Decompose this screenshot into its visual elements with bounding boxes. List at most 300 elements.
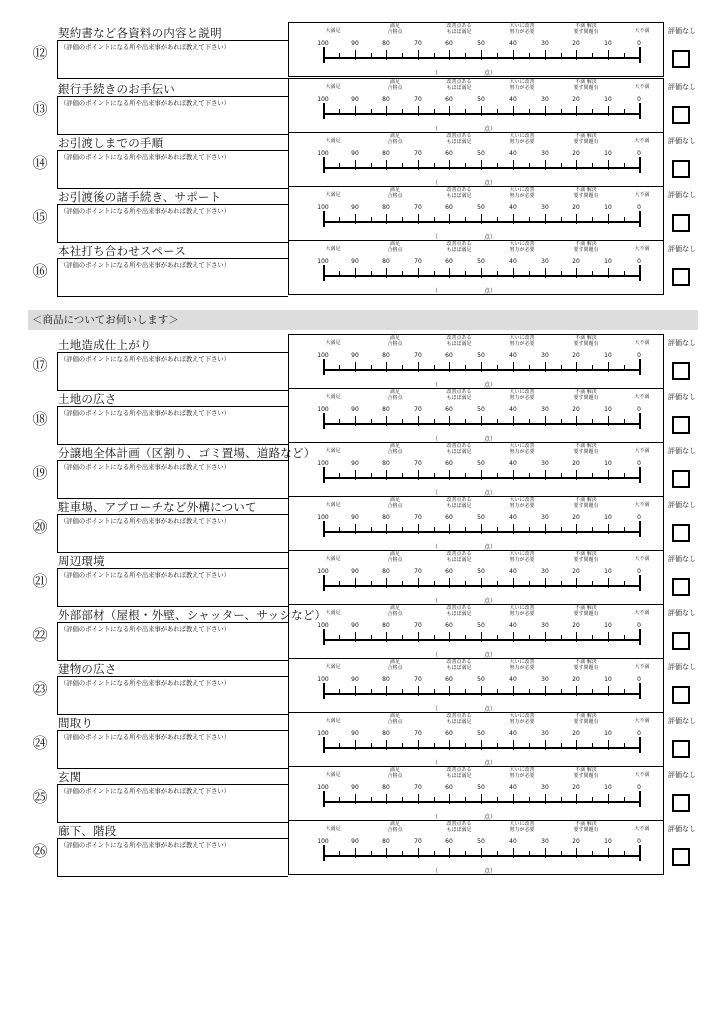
tick-mark[interactable] [639, 521, 641, 537]
tick-mark-minor[interactable] [371, 419, 372, 425]
tick-mark-minor[interactable] [465, 689, 466, 695]
tick-mark[interactable] [639, 683, 641, 699]
tick-mark-minor[interactable] [624, 419, 625, 425]
tick-mark-minor[interactable] [402, 271, 403, 277]
tick-mark[interactable] [418, 848, 419, 858]
tick-mark[interactable] [513, 740, 514, 750]
tick-mark-minor[interactable] [339, 851, 340, 857]
tick-mark[interactable] [576, 362, 577, 372]
tick-mark[interactable] [481, 362, 482, 372]
tick-mark[interactable] [545, 794, 546, 804]
tick-mark[interactable] [576, 416, 577, 426]
tick-mark-minor[interactable] [465, 743, 466, 749]
tick-mark-minor[interactable] [529, 163, 530, 169]
tick-mark[interactable] [608, 470, 609, 480]
tick-mark-minor[interactable] [624, 217, 625, 223]
tick-mark-minor[interactable] [561, 527, 562, 533]
tick-mark-minor[interactable] [434, 581, 435, 587]
tick-mark-minor[interactable] [497, 851, 498, 857]
tick-mark[interactable] [418, 214, 419, 224]
tick-mark-minor[interactable] [624, 797, 625, 803]
tick-mark-minor[interactable] [371, 163, 372, 169]
tick-mark-minor[interactable] [592, 851, 593, 857]
tick-mark-minor[interactable] [497, 797, 498, 803]
tick-mark-minor[interactable] [561, 109, 562, 115]
tick-mark[interactable] [608, 214, 609, 224]
tick-mark[interactable] [513, 268, 514, 278]
tick-mark[interactable] [639, 845, 641, 861]
tick-mark[interactable] [418, 686, 419, 696]
tick-mark-minor[interactable] [339, 635, 340, 641]
tick-mark-minor[interactable] [561, 271, 562, 277]
tick-mark-minor[interactable] [465, 635, 466, 641]
tick-mark[interactable] [481, 470, 482, 480]
tick-mark-minor[interactable] [529, 473, 530, 479]
tick-mark-minor[interactable] [624, 473, 625, 479]
tick-mark-minor[interactable] [497, 473, 498, 479]
score-field[interactable] [432, 866, 497, 875]
tick-mark[interactable] [386, 106, 387, 116]
tick-mark[interactable] [449, 794, 450, 804]
tick-mark-minor[interactable] [529, 689, 530, 695]
tick-mark[interactable] [418, 106, 419, 116]
tick-mark[interactable] [323, 211, 325, 227]
tick-mark[interactable] [418, 416, 419, 426]
tick-mark-minor[interactable] [561, 743, 562, 749]
tick-mark-minor[interactable] [371, 109, 372, 115]
tick-mark-minor[interactable] [371, 635, 372, 641]
tick-mark[interactable] [576, 268, 577, 278]
tick-mark-minor[interactable] [371, 743, 372, 749]
tick-mark[interactable] [513, 848, 514, 858]
tick-mark-minor[interactable] [497, 635, 498, 641]
tick-mark[interactable] [355, 268, 356, 278]
tick-mark-minor[interactable] [592, 797, 593, 803]
tick-mark[interactable] [418, 524, 419, 534]
tick-mark[interactable] [449, 416, 450, 426]
tick-mark[interactable] [355, 632, 356, 642]
tick-mark[interactable] [513, 106, 514, 116]
tick-mark[interactable] [386, 524, 387, 534]
tick-mark[interactable] [449, 214, 450, 224]
tick-mark[interactable] [481, 416, 482, 426]
tick-mark-minor[interactable] [624, 365, 625, 371]
tick-mark-minor[interactable] [592, 473, 593, 479]
eval-none-checkbox[interactable] [672, 214, 690, 232]
tick-mark[interactable] [386, 160, 387, 170]
tick-mark[interactable] [576, 106, 577, 116]
tick-mark[interactable] [545, 50, 546, 60]
tick-mark-minor[interactable] [561, 419, 562, 425]
tick-mark[interactable] [545, 632, 546, 642]
tick-mark[interactable] [481, 160, 482, 170]
eval-none-checkbox[interactable] [672, 160, 690, 178]
tick-mark-minor[interactable] [497, 109, 498, 115]
tick-mark-minor[interactable] [339, 53, 340, 59]
tick-mark-minor[interactable] [561, 473, 562, 479]
tick-mark-minor[interactable] [592, 581, 593, 587]
tick-mark-minor[interactable] [339, 109, 340, 115]
tick-mark-minor[interactable] [529, 635, 530, 641]
tick-mark[interactable] [481, 632, 482, 642]
tick-mark[interactable] [418, 740, 419, 750]
tick-mark[interactable] [355, 362, 356, 372]
tick-mark[interactable] [576, 740, 577, 750]
tick-mark-minor[interactable] [339, 527, 340, 533]
tick-mark-minor[interactable] [434, 743, 435, 749]
tick-mark[interactable] [576, 50, 577, 60]
tick-mark[interactable] [449, 50, 450, 60]
tick-mark[interactable] [639, 157, 641, 173]
tick-mark[interactable] [608, 524, 609, 534]
tick-mark[interactable] [449, 740, 450, 750]
tick-mark-minor[interactable] [592, 689, 593, 695]
tick-mark[interactable] [481, 50, 482, 60]
tick-mark[interactable] [386, 794, 387, 804]
tick-mark[interactable] [323, 413, 325, 429]
tick-mark-minor[interactable] [592, 163, 593, 169]
tick-mark[interactable] [608, 632, 609, 642]
tick-mark-minor[interactable] [371, 53, 372, 59]
tick-mark-minor[interactable] [434, 217, 435, 223]
tick-mark[interactable] [449, 362, 450, 372]
tick-mark-minor[interactable] [371, 851, 372, 857]
tick-mark-minor[interactable] [371, 365, 372, 371]
tick-mark-minor[interactable] [339, 365, 340, 371]
tick-mark-minor[interactable] [465, 217, 466, 223]
tick-mark[interactable] [481, 524, 482, 534]
tick-mark-minor[interactable] [497, 419, 498, 425]
tick-mark[interactable] [418, 160, 419, 170]
score-field[interactable] [432, 286, 497, 295]
eval-none-checkbox[interactable] [672, 794, 690, 812]
tick-mark[interactable] [355, 740, 356, 750]
tick-mark-minor[interactable] [434, 635, 435, 641]
tick-mark-minor[interactable] [402, 473, 403, 479]
tick-mark[interactable] [386, 362, 387, 372]
tick-mark[interactable] [449, 160, 450, 170]
tick-mark-minor[interactable] [561, 635, 562, 641]
tick-mark[interactable] [481, 740, 482, 750]
tick-mark-minor[interactable] [402, 365, 403, 371]
tick-mark[interactable] [576, 848, 577, 858]
tick-mark[interactable] [355, 50, 356, 60]
tick-mark-minor[interactable] [561, 689, 562, 695]
tick-mark[interactable] [545, 740, 546, 750]
tick-mark[interactable] [545, 470, 546, 480]
tick-mark[interactable] [418, 50, 419, 60]
tick-mark-minor[interactable] [497, 271, 498, 277]
tick-mark[interactable] [545, 106, 546, 116]
tick-mark[interactable] [355, 578, 356, 588]
tick-mark[interactable] [481, 268, 482, 278]
tick-mark[interactable] [386, 686, 387, 696]
tick-mark[interactable] [386, 578, 387, 588]
tick-mark-minor[interactable] [561, 217, 562, 223]
tick-mark[interactable] [418, 632, 419, 642]
tick-mark[interactable] [449, 632, 450, 642]
tick-mark[interactable] [449, 524, 450, 534]
tick-mark-minor[interactable] [624, 109, 625, 115]
tick-mark-minor[interactable] [529, 797, 530, 803]
tick-mark-minor[interactable] [402, 581, 403, 587]
tick-mark-minor[interactable] [339, 473, 340, 479]
eval-none-checkbox[interactable] [672, 686, 690, 704]
tick-mark[interactable] [386, 632, 387, 642]
tick-mark[interactable] [481, 794, 482, 804]
tick-mark-minor[interactable] [624, 581, 625, 587]
tick-mark-minor[interactable] [402, 851, 403, 857]
tick-mark-minor[interactable] [592, 527, 593, 533]
tick-mark-minor[interactable] [465, 53, 466, 59]
tick-mark-minor[interactable] [371, 797, 372, 803]
tick-mark[interactable] [386, 416, 387, 426]
tick-mark[interactable] [449, 268, 450, 278]
tick-mark-minor[interactable] [465, 271, 466, 277]
tick-mark-minor[interactable] [592, 743, 593, 749]
tick-mark[interactable] [355, 214, 356, 224]
tick-mark[interactable] [323, 47, 325, 63]
tick-mark[interactable] [323, 629, 325, 645]
tick-mark[interactable] [386, 848, 387, 858]
tick-mark[interactable] [639, 629, 641, 645]
tick-mark-minor[interactable] [434, 419, 435, 425]
tick-mark[interactable] [545, 416, 546, 426]
tick-mark[interactable] [481, 214, 482, 224]
tick-mark[interactable] [513, 50, 514, 60]
tick-mark[interactable] [513, 686, 514, 696]
tick-mark[interactable] [545, 686, 546, 696]
tick-mark[interactable] [323, 103, 325, 119]
tick-mark-minor[interactable] [465, 581, 466, 587]
tick-mark[interactable] [513, 416, 514, 426]
tick-mark-minor[interactable] [339, 271, 340, 277]
tick-mark-minor[interactable] [529, 743, 530, 749]
tick-mark[interactable] [355, 416, 356, 426]
tick-mark[interactable] [418, 470, 419, 480]
tick-mark-minor[interactable] [592, 217, 593, 223]
tick-mark[interactable] [418, 578, 419, 588]
tick-mark[interactable] [513, 578, 514, 588]
tick-mark-minor[interactable] [434, 851, 435, 857]
eval-none-checkbox[interactable] [672, 268, 690, 286]
tick-mark[interactable] [639, 467, 641, 483]
tick-mark[interactable] [449, 106, 450, 116]
tick-mark-minor[interactable] [529, 527, 530, 533]
eval-none-checkbox[interactable] [672, 50, 690, 68]
tick-mark[interactable] [608, 794, 609, 804]
tick-mark[interactable] [355, 848, 356, 858]
tick-mark-minor[interactable] [529, 365, 530, 371]
tick-mark-minor[interactable] [592, 419, 593, 425]
tick-mark[interactable] [576, 470, 577, 480]
tick-mark[interactable] [576, 578, 577, 588]
tick-mark[interactable] [449, 848, 450, 858]
tick-mark-minor[interactable] [529, 581, 530, 587]
tick-mark[interactable] [323, 157, 325, 173]
tick-mark-minor[interactable] [561, 163, 562, 169]
tick-mark-minor[interactable] [402, 217, 403, 223]
tick-mark[interactable] [639, 575, 641, 591]
tick-mark[interactable] [386, 740, 387, 750]
tick-mark-minor[interactable] [434, 689, 435, 695]
tick-mark-minor[interactable] [497, 217, 498, 223]
tick-mark-minor[interactable] [592, 365, 593, 371]
tick-mark[interactable] [386, 470, 387, 480]
tick-mark-minor[interactable] [529, 217, 530, 223]
tick-mark-minor[interactable] [402, 743, 403, 749]
tick-mark[interactable] [481, 686, 482, 696]
tick-mark-minor[interactable] [465, 163, 466, 169]
score-field[interactable] [432, 68, 497, 77]
tick-mark[interactable] [639, 47, 641, 63]
tick-mark[interactable] [323, 467, 325, 483]
tick-mark-minor[interactable] [371, 689, 372, 695]
tick-mark-minor[interactable] [497, 163, 498, 169]
tick-mark[interactable] [639, 737, 641, 753]
tick-mark[interactable] [545, 268, 546, 278]
tick-mark-minor[interactable] [465, 473, 466, 479]
tick-mark[interactable] [513, 160, 514, 170]
tick-mark[interactable] [323, 265, 325, 281]
tick-mark[interactable] [386, 50, 387, 60]
eval-none-checkbox[interactable] [672, 470, 690, 488]
tick-mark-minor[interactable] [434, 163, 435, 169]
tick-mark-minor[interactable] [402, 419, 403, 425]
tick-mark[interactable] [576, 686, 577, 696]
tick-mark[interactable] [323, 845, 325, 861]
tick-mark[interactable] [513, 632, 514, 642]
tick-mark-minor[interactable] [402, 53, 403, 59]
tick-mark[interactable] [323, 791, 325, 807]
tick-mark[interactable] [608, 106, 609, 116]
tick-mark-minor[interactable] [339, 419, 340, 425]
eval-none-checkbox[interactable] [672, 578, 690, 596]
tick-mark[interactable] [545, 578, 546, 588]
tick-mark[interactable] [386, 214, 387, 224]
tick-mark[interactable] [355, 470, 356, 480]
tick-mark[interactable] [608, 578, 609, 588]
tick-mark-minor[interactable] [339, 743, 340, 749]
tick-mark[interactable] [639, 413, 641, 429]
tick-mark[interactable] [355, 160, 356, 170]
tick-mark-minor[interactable] [529, 271, 530, 277]
tick-mark-minor[interactable] [497, 53, 498, 59]
tick-mark[interactable] [323, 521, 325, 537]
tick-mark[interactable] [576, 632, 577, 642]
tick-mark[interactable] [545, 848, 546, 858]
tick-mark[interactable] [639, 359, 641, 375]
tick-mark[interactable] [481, 848, 482, 858]
tick-mark-minor[interactable] [339, 797, 340, 803]
eval-none-checkbox[interactable] [672, 416, 690, 434]
tick-mark[interactable] [608, 50, 609, 60]
tick-mark[interactable] [545, 524, 546, 534]
tick-mark-minor[interactable] [624, 851, 625, 857]
tick-mark-minor[interactable] [624, 271, 625, 277]
tick-mark-minor[interactable] [497, 527, 498, 533]
tick-mark-minor[interactable] [561, 851, 562, 857]
tick-mark[interactable] [513, 362, 514, 372]
tick-mark[interactable] [449, 578, 450, 588]
tick-mark-minor[interactable] [561, 365, 562, 371]
tick-mark-minor[interactable] [465, 419, 466, 425]
eval-none-checkbox[interactable] [672, 740, 690, 758]
tick-mark-minor[interactable] [371, 581, 372, 587]
tick-mark-minor[interactable] [529, 419, 530, 425]
tick-mark[interactable] [323, 359, 325, 375]
tick-mark-minor[interactable] [339, 217, 340, 223]
eval-none-checkbox[interactable] [672, 106, 690, 124]
eval-none-checkbox[interactable] [672, 362, 690, 380]
tick-mark[interactable] [418, 362, 419, 372]
tick-mark-minor[interactable] [434, 527, 435, 533]
tick-mark-minor[interactable] [434, 53, 435, 59]
tick-mark-minor[interactable] [339, 163, 340, 169]
tick-mark-minor[interactable] [465, 527, 466, 533]
tick-mark-minor[interactable] [624, 163, 625, 169]
tick-mark-minor[interactable] [434, 109, 435, 115]
tick-mark-minor[interactable] [561, 797, 562, 803]
tick-mark[interactable] [639, 265, 641, 281]
tick-mark[interactable] [449, 686, 450, 696]
tick-mark-minor[interactable] [497, 743, 498, 749]
tick-mark[interactable] [608, 848, 609, 858]
tick-mark[interactable] [355, 524, 356, 534]
tick-mark[interactable] [608, 686, 609, 696]
tick-mark[interactable] [323, 737, 325, 753]
tick-mark-minor[interactable] [624, 689, 625, 695]
tick-mark[interactable] [513, 524, 514, 534]
tick-mark-minor[interactable] [497, 581, 498, 587]
tick-mark-minor[interactable] [371, 271, 372, 277]
tick-mark-minor[interactable] [402, 527, 403, 533]
eval-none-checkbox[interactable] [672, 524, 690, 542]
tick-mark[interactable] [545, 214, 546, 224]
tick-mark[interactable] [576, 524, 577, 534]
tick-mark-minor[interactable] [592, 635, 593, 641]
tick-mark[interactable] [545, 160, 546, 170]
tick-mark-minor[interactable] [465, 365, 466, 371]
tick-mark[interactable] [608, 416, 609, 426]
tick-mark[interactable] [513, 470, 514, 480]
tick-mark-minor[interactable] [434, 271, 435, 277]
tick-mark-minor[interactable] [624, 743, 625, 749]
tick-mark-minor[interactable] [465, 797, 466, 803]
tick-mark-minor[interactable] [529, 851, 530, 857]
tick-mark[interactable] [323, 683, 325, 699]
tick-mark-minor[interactable] [561, 581, 562, 587]
tick-mark[interactable] [513, 794, 514, 804]
tick-mark-minor[interactable] [434, 365, 435, 371]
tick-mark-minor[interactable] [371, 217, 372, 223]
tick-mark[interactable] [608, 268, 609, 278]
eval-none-checkbox[interactable] [672, 848, 690, 866]
tick-mark[interactable] [608, 160, 609, 170]
tick-mark-minor[interactable] [465, 851, 466, 857]
tick-mark[interactable] [608, 362, 609, 372]
tick-mark-minor[interactable] [465, 109, 466, 115]
tick-mark[interactable] [639, 103, 641, 119]
tick-mark-minor[interactable] [434, 797, 435, 803]
tick-mark[interactable] [449, 470, 450, 480]
tick-mark[interactable] [481, 578, 482, 588]
tick-mark-minor[interactable] [339, 689, 340, 695]
tick-mark[interactable] [545, 362, 546, 372]
tick-mark[interactable] [418, 794, 419, 804]
tick-mark[interactable] [576, 794, 577, 804]
tick-mark-minor[interactable] [402, 109, 403, 115]
